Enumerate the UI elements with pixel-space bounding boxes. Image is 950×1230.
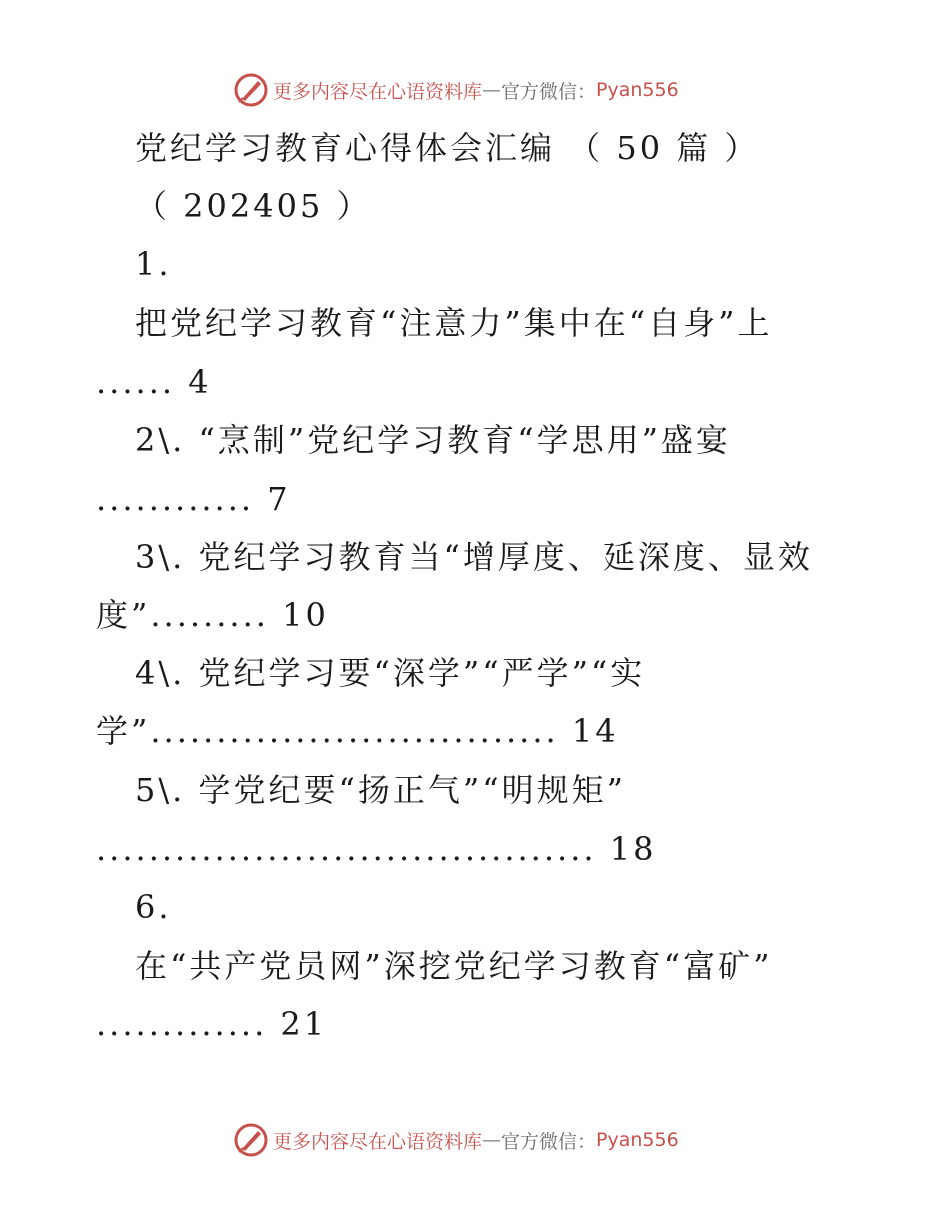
header-banner [233,70,679,110]
quill-pen-logo-icon [233,72,269,108]
toc-item-5-title: 5\. 学党纪要“扬正气”“明规矩” [135,771,626,809]
toc-item-4-title: 4\. 党纪学习要“深学”“严学”“实 [135,654,646,692]
banner-dash: — [482,1129,502,1151]
toc-item-3-title: 3\. 党纪学习教育当“增厚度、延深度、显效 [135,538,813,576]
quill-pen-logo-icon [233,1122,269,1158]
banner-official-label: 官方微信： [501,1130,597,1153]
toc-item-1-number: 1. [135,245,172,283]
toc-item-1-title: 把党纪学习教育“注意力”集中在“自身”上 [135,304,773,342]
toc-item-1-leader: ...... 4 [96,363,212,401]
banner-official-label: 官方微信： [501,80,597,103]
toc-item-4-leader: 学”............................... 14 [96,712,619,750]
footer-banner [233,1120,679,1160]
banner-dash: — [482,79,502,101]
toc-item-6-number: 6. [135,888,172,926]
banner-account: Pyan556 [596,1129,679,1151]
banner-brand-text: 更多内容尽在心语资料库 [273,1130,483,1153]
banner-account: Pyan556 [596,79,679,101]
document-title: 党纪学习教育心得体会汇编 （ 50 篇 ） [135,129,760,167]
toc-item-3-leader: 度”......... 10 [96,596,329,634]
toc-item-2-title: 2\. “烹制”党纪学习教育“学思用”盛宴 [135,421,731,459]
document-date: （ 202405 ） [135,187,372,225]
banner-brand-text: 更多内容尽在心语资料库 [273,80,483,103]
toc-item-5-leader: ...................................... 18 [96,830,657,868]
toc-item-6-title: 在“共产党员网”深挖党纪学习教育“富矿” [135,947,773,985]
toc-item-2-leader: ............ 7 [96,480,291,518]
toc-item-6-leader: ............. 21 [96,1005,328,1043]
